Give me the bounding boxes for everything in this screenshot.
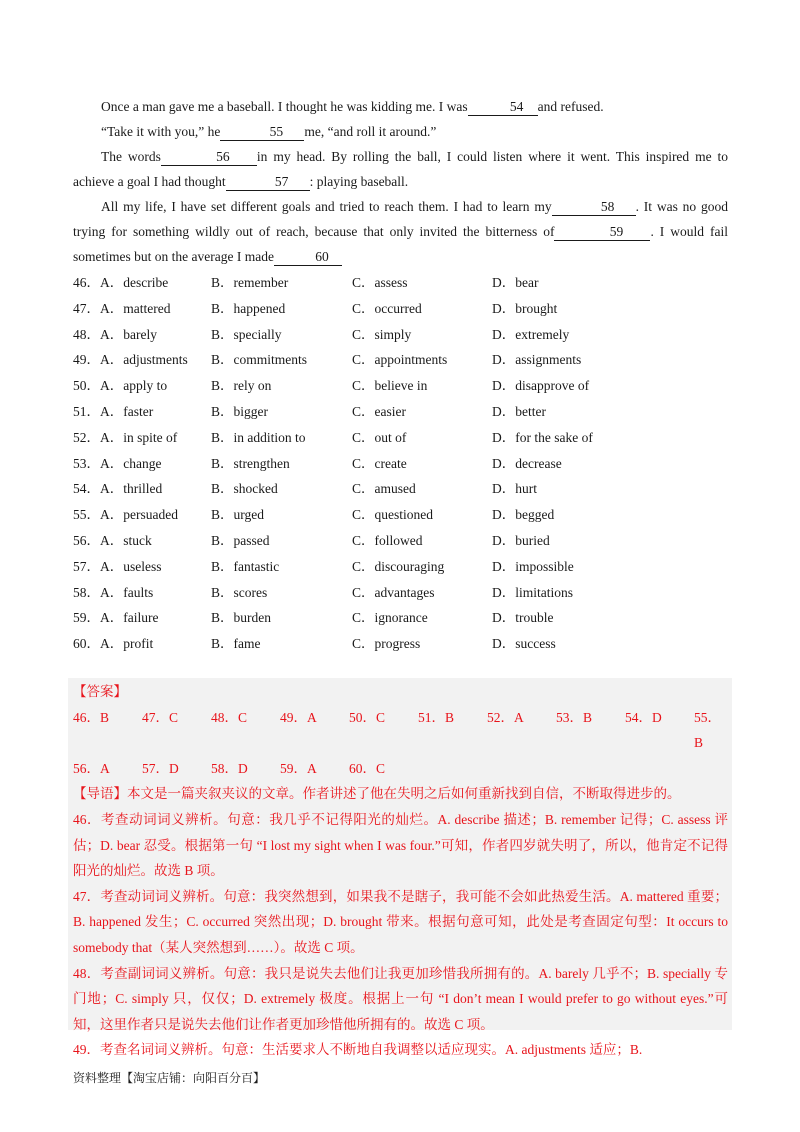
blank-56: 56 bbox=[161, 149, 257, 166]
option-row: 57．A．useless B．fantastic C．discouraging D．impossible bbox=[73, 558, 574, 574]
blank-54: 54 bbox=[468, 99, 538, 116]
option-row: 46．A．describe B．remember C．assess D．bear bbox=[73, 275, 539, 290]
answer-heading: 【答案】 bbox=[73, 684, 127, 699]
passage-paragraph: The words 56 in my head. By rolling the ball, I could listen where it went. This inspired me to achieve a goal I had thought 57 : playing baseball. bbox=[73, 149, 728, 189]
option-row: 48．A．barely B．specially C．simply D．extremely bbox=[73, 326, 570, 342]
blank-58: 58 bbox=[552, 199, 636, 216]
guide-text: 【导语】本文是一篇夹叙夹议的文章。作者讲述了他在失明之后如何重新找到自信，不断取得进步的。 bbox=[73, 786, 681, 802]
page-footer: 资料整理【淘宝店铺：向阳百分百】 bbox=[73, 1071, 266, 1085]
option-row: 54．A．thrilled B．shocked C．amused D．hurt bbox=[73, 481, 537, 497]
answer-row: 46．B 47．C 48．C 49．A 50．C 51．B 52．A 53．B 54．D 55．B bbox=[73, 709, 721, 751]
option-row: 53．A．change B．strengthen C．create D．decrease bbox=[73, 455, 562, 471]
option-row: 60．A．profit B．fame C．progress D．success bbox=[73, 636, 556, 652]
option-row: 49．A．adjustments B．commitments C．appointments D．assignments bbox=[73, 352, 582, 368]
option-row: 52．A．in spite of B．in addition to C．out of D．for the sake of bbox=[73, 429, 593, 445]
explanation-47: 47．考查动词词义辨析。句意：我突然想到，如果我不是瞎子，我可能不会如此热爱生活。A. mattered 重要；B. happened 发生；C. occurred 突然出现；D. brought 带来。根据句意可知，此处是考查固定句型：It occurs to somebody that（某人突然想到……）。故选 C 项。 bbox=[73, 888, 728, 955]
blank-57: 57 bbox=[226, 174, 310, 191]
options-list bbox=[73, 270, 728, 657]
option-row: 59．A．failure B．burden C．ignorance D．trouble bbox=[73, 610, 554, 626]
passage-paragraph: All my life, I have set different goals and tried to reach them. I had to learn my 58 . It was no good trying for something wildly out of reach, because that only invited the bitterness of 59 . I would fail sometimes but on the average I made 60 bbox=[73, 199, 728, 264]
explanation-48: 48．考查副词词义辨析。句意：我只是说失去他们让我更加珍惜我所拥有的。A. barely 几乎不；B. specially 专门地；C. simply 只，仅仅；D. extremely 极度。根据上一句 “I don’t mean I would prefer to go without eyes.”可知，这里作者只是说失去他们让作者更加珍惜他所拥有的。故选 C 项。 bbox=[73, 965, 728, 1032]
answer-section bbox=[73, 679, 728, 1063]
blank-55: 55 bbox=[220, 124, 304, 141]
explanation-46: 46．考查动词词义辨析。句意：我几乎不记得阳光的灿烂。A. describe 描述；B. remember 记得；C. assess 评估；D. bear 忍受。根据第一句 “I lost my sight when I was four.”可知，作者四岁就失明了，所以，他肯定不记得阳光的灿烂。故选 B 项。 bbox=[73, 811, 728, 879]
answer-row: 56．A 57．D 58．D 59．A 60．C bbox=[73, 760, 386, 776]
option-row: 47．A．mattered B．happened C．occurred D．brought bbox=[73, 300, 558, 316]
option-row: 58．A．faults B．scores C．advantages D．limitations bbox=[73, 584, 573, 600]
option-row: 55．A．persuaded B．urged C．questioned D．begged bbox=[73, 507, 555, 523]
option-row: 56．A．stuck B．passed C．followed D．buried bbox=[73, 532, 550, 548]
explanation-49: 49．考查名词词义辨析。句意：生活要求人不断地自我调整以适应现实。A. adjustments 适应；B. bbox=[73, 1042, 643, 1058]
passage-paragraph: “Take it with you,” he 55 me, “and roll it around.” bbox=[101, 124, 437, 139]
option-row: 51．A．faster B．bigger C．easier D．better bbox=[73, 403, 546, 419]
option-row: 50．A．apply to B．rely on C．believe in D．disapprove of bbox=[73, 378, 590, 394]
blank-59: 59 bbox=[554, 224, 650, 241]
passage-paragraph: Once a man gave me a baseball. I thought he was kidding me. I was 54 and refused. bbox=[101, 99, 604, 114]
blank-60: 60 bbox=[274, 249, 342, 266]
passage bbox=[73, 94, 728, 657]
